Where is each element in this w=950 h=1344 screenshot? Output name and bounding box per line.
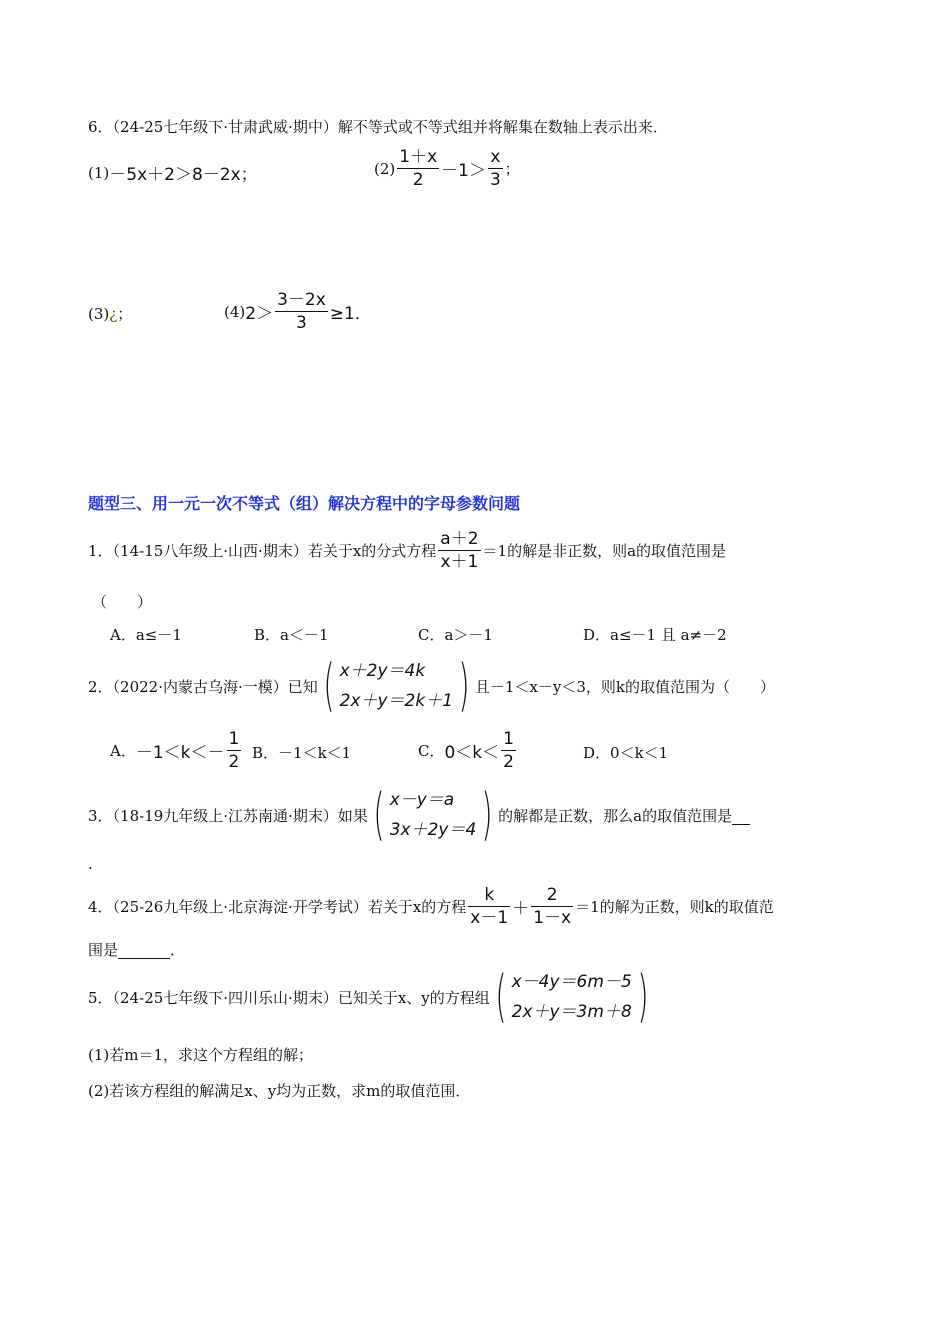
q3-stem: [88, 782, 750, 847]
q2-option-c-fraction: [501, 728, 516, 773]
q4-post: ＝1的解为正数，则k的取值范: [575, 898, 774, 916]
q5-system-row2: 2x＋y＝3m＋8: [511, 1002, 632, 1022]
q2-option-a[interactable]: [110, 728, 243, 773]
q2-pre: 2．（2022·内蒙古乌海·一模）已知: [88, 677, 318, 696]
right-brace: ): [481, 782, 493, 847]
q6-part4-pre: 2＞: [245, 304, 274, 324]
q4-line2-text: 围是: [88, 941, 119, 959]
q5-system: [490, 964, 654, 1029]
q5-stem: [88, 964, 654, 1029]
q6-part4-end: ≥1．: [329, 304, 372, 324]
q3-pre: 3．（18-19九年级上·江苏南通·期末）如果: [88, 806, 368, 825]
q5-subquestion-2: (2)若该方程组的解满足x、y均为正数，求m的取值范围．: [88, 1082, 471, 1100]
q1-numerator: a＋2: [440, 529, 479, 549]
q4-stem: [88, 884, 774, 929]
q4-plus: ＋: [512, 899, 530, 919]
q1-option-d[interactable]: D．a≤－1 且 a≠－2: [583, 626, 727, 644]
q2-option-c-label: C．: [418, 742, 445, 760]
q1-paren: （ ）: [92, 593, 153, 611]
q4-fraction1-denominator: x－1: [470, 908, 509, 928]
q2-option-d[interactable]: D．0＜k＜1: [583, 744, 669, 762]
q6-part1-expr: －5x＋2＞8－2x；: [109, 165, 258, 185]
q2-stem: [88, 653, 776, 718]
q4-answer-blank[interactable]: [118, 941, 170, 959]
q6-part1-label: (1): [88, 163, 110, 182]
q4-fraction2-denominator: 1－x: [533, 908, 572, 928]
q2-system-row2: 2x＋y＝2k＋1: [339, 691, 454, 711]
q6-part2-numerator2: x: [488, 146, 503, 169]
q1-stem: [88, 528, 726, 573]
right-brace: ): [637, 964, 649, 1029]
q6-part3-marker: ¿: [109, 304, 118, 323]
q6-part4-label: (4): [224, 302, 246, 321]
q2-option-b[interactable]: B．－1＜k＜1: [252, 744, 352, 762]
q4-fraction2-numerator: 2: [531, 884, 573, 907]
q2-option-c-numerator: 1: [503, 729, 514, 749]
q6-part3: [88, 303, 132, 324]
q2-option-a-fraction: [227, 728, 242, 773]
q4-fraction1: [468, 884, 510, 929]
left-brace: (: [373, 782, 385, 847]
q2-option-a-denominator: 2: [228, 752, 240, 772]
q1-pre: 1．（14-15八年级上·山西·期末）若关于x的分式方程: [88, 542, 437, 560]
q3-system: [368, 782, 498, 847]
q6-part2-fraction: [397, 146, 439, 191]
q5-pre: 5．（24-25七年级下·四川乐山·期末）已知关于x、y的方程组: [88, 988, 490, 1007]
q2-system-row1: x＋2y＝4k: [339, 661, 426, 681]
q2-post: 且－1＜x－y＜3，则k的取值范围为（ ）: [474, 677, 776, 696]
q3-post: 的解都是正数，那么a的取值范围是: [498, 806, 733, 825]
q6-part2-numerator: 1＋x: [399, 147, 438, 167]
q6-part2-denominator2: 3: [489, 170, 501, 190]
q4-fraction2: [531, 884, 573, 929]
q5-system-row1: x－4y＝6m－5: [511, 972, 632, 992]
q6-part4-numerator: 3－2x: [277, 290, 326, 310]
q4-end: ．: [170, 941, 186, 959]
q3-system-row2: 3x＋2y＝4: [389, 820, 477, 840]
q6-part2: [374, 146, 520, 191]
q6-intro: 6．（24-25七年级下·甘肃武威·期中）解不等式或不等式组并将解集在数轴上表示出来．: [88, 118, 668, 136]
q2-option-a-numerator: 1: [228, 729, 240, 749]
q5-subquestion-1: (1)若m＝1，求这个方程组的解；: [88, 1046, 314, 1064]
q2-option-c-pre: 0＜k＜: [444, 743, 500, 763]
section-heading: 题型三、用一元一次不等式（组）解决方程中的字母参数问题: [88, 494, 521, 513]
left-brace: (: [495, 964, 507, 1029]
q6-part2-label: (2): [374, 159, 396, 178]
left-brace: (: [323, 653, 335, 718]
q2-option-a-pre: －1＜k＜－: [135, 743, 225, 763]
q6-part4-denominator: 3: [296, 313, 307, 333]
q6-part3-label: (3): [88, 304, 110, 323]
q4-pre: 4．（25-26九年级上·北京海淀·开学考试）若关于x的方程: [88, 898, 467, 916]
q6-part2-fraction2: [488, 146, 503, 191]
q2-option-c-denominator: 2: [503, 752, 514, 772]
q2-system: [318, 653, 475, 718]
q6-part2-denominator: 2: [412, 170, 424, 190]
q6-part1: [88, 160, 258, 185]
q1-fraction: [438, 528, 480, 573]
right-brace: ): [458, 653, 470, 718]
q4-line2: [88, 939, 185, 960]
q6-part4-fraction: [275, 289, 328, 334]
q1-option-a[interactable]: A．a≤－1: [110, 626, 182, 644]
q1-option-b[interactable]: B．a＜－1: [254, 626, 329, 644]
q3-answer-blank[interactable]: [732, 806, 750, 825]
q1-post: ＝1的解是非正数，则a的取值范围是: [482, 542, 727, 560]
q6-part3-end: ；: [117, 305, 133, 323]
q1-option-c[interactable]: C．a＞－1: [418, 626, 493, 644]
q1-denominator: x＋1: [440, 552, 479, 572]
q6-part4: [224, 289, 372, 334]
q3-system-row1: x－y＝a: [389, 790, 455, 810]
q2-option-a-label: A．: [110, 742, 136, 760]
q4-fraction1-numerator: k: [468, 884, 510, 907]
q3-tail: .: [88, 855, 93, 873]
q6-part2-end: ；: [504, 160, 520, 178]
q2-option-c[interactable]: [418, 728, 518, 773]
q6-part2-mid: －1＞: [441, 161, 486, 181]
